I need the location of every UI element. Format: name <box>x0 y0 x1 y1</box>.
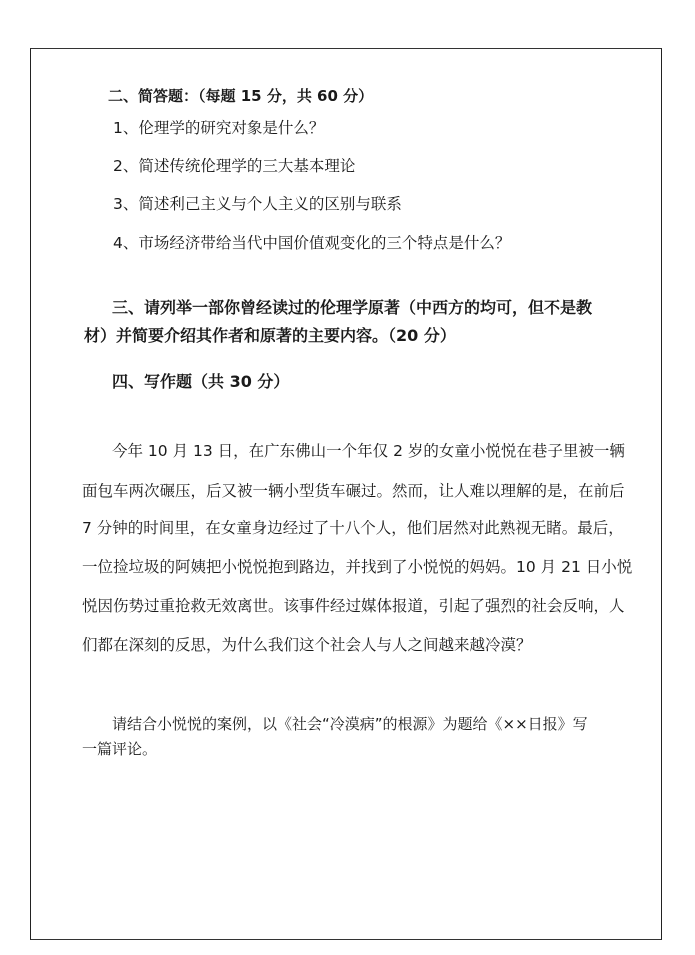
passage-line-4: 一位捡垃圾的阿姨把小悦悦抱到路边，并找到了小悦悦的妈妈。10 月 21 日小悦 <box>82 558 633 576</box>
passage-line-3: 7 分钟的时间里，在女童身边经过了十八个人，他们居然对此熟视无睹。最后， <box>82 519 624 537</box>
passage-line-2: 面包车两次碾压，后又被一辆小型货车碾过。然而，让人难以理解的是，在前后 <box>82 482 625 500</box>
essay-prompt-line-2: 一篇评论。 <box>82 740 158 758</box>
section2-heading: 二、简答题：（每题 15 分，共 60 分） <box>108 87 374 105</box>
question-3: 3、简述利己主义与个人主义的区别与联系 <box>113 195 402 213</box>
section3-line-2: 材）并简要介绍其作者和原著的主要内容。（20 分） <box>84 326 456 345</box>
section4-heading: 四、写作题（共 30 分） <box>112 372 290 391</box>
passage-line-1: 今年 10 月 13 日，在广东佛山一个年仅 2 岁的女童小悦悦在巷子里被一辆 <box>112 442 625 460</box>
passage-line-5: 悦因伤势过重抢救无效离世。该事件经过媒体报道，引起了强烈的社会反响，人 <box>82 597 625 615</box>
essay-prompt-line-1: 请结合小悦悦的案例，以《社会“冷漠病”的根源》为题给《××日报》写 <box>112 715 588 733</box>
question-2: 2、简述传统伦理学的三大基本理论 <box>113 157 356 175</box>
question-1: 1、伦理学的研究对象是什么？ <box>113 119 325 137</box>
section3-line-1: 三、请列举一部你曾经读过的伦理学原著（中西方的均可，但不是教 <box>112 298 593 317</box>
passage-line-6: 们都在深刻的反思，为什么我们这个社会人与人之间越来越冷漠？ <box>82 636 532 654</box>
question-4: 4、市场经济带给当代中国价值观变化的三个特点是什么？ <box>113 234 511 252</box>
